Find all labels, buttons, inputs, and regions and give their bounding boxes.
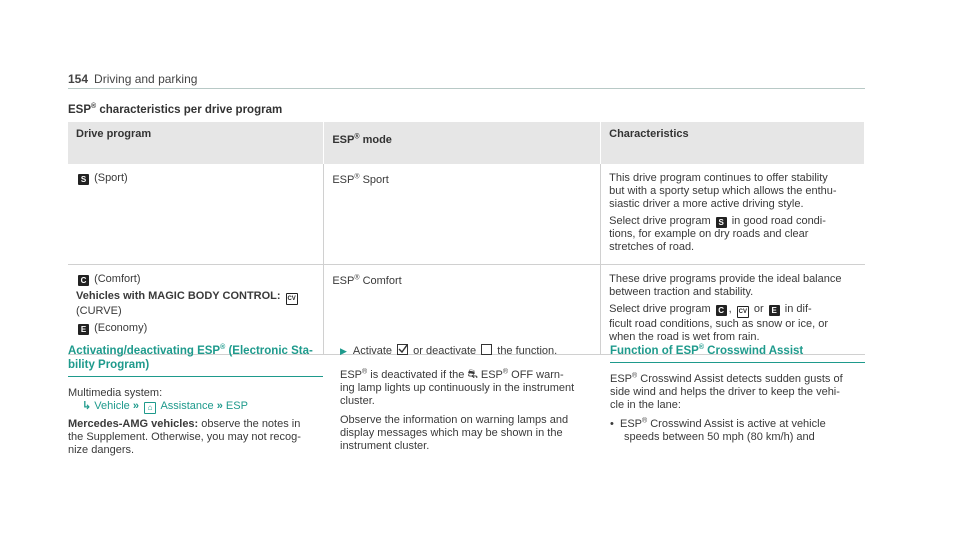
col-characteristics: Characteristics (601, 122, 865, 164)
menu-path (82, 400, 323, 414)
esp-off-warning-icon: ⛐ (467, 367, 478, 381)
menu-label: Multimedia system: (68, 387, 163, 399)
step-activate: ▶ Activate or deactivate the function. (340, 345, 558, 357)
heading-rule (610, 362, 865, 363)
left-column (68, 344, 323, 463)
esp-table (68, 122, 865, 355)
observe-note: Observe the information on warning lamps and display messages which may be shown in the instrument cluster. (340, 414, 569, 452)
right-column (610, 344, 865, 450)
section-heading: Activating/deactivating ESP® (Electronic Sta- bility Program) (68, 344, 313, 371)
col-drive-program: Drive program (68, 122, 324, 164)
middle-column (340, 344, 590, 459)
curve-glyph-icon: CV (286, 293, 298, 305)
section-name: Driving and parking (94, 72, 198, 86)
sport-glyph-icon: S (716, 217, 727, 228)
cell-program: S (Sport) (68, 164, 324, 265)
cell-program: C (Comfort) Vehicles with MAGIC BODY CONTROL: CV (CURVE) E (Economy) (68, 265, 324, 355)
checked-box-icon (397, 344, 408, 355)
table-row (68, 164, 865, 265)
path-arrow-icon: » (132, 400, 139, 412)
table-row (68, 265, 865, 355)
cell-characteristics: This drive program continues to offer stability but with a sporty setup which allows the enthu- siastic driver a more active driving style. Select drive program S in good road condi- tions, for example on dry roads and clear stretches of road. (601, 164, 865, 265)
comfort-glyph-icon: C (716, 305, 727, 316)
esp-off-note: ESP® is deactivated if the ⛐ ESP® OFF warn- ing lamp lights up continuously in the instrument cluster. (340, 367, 575, 407)
path-arrow-icon: » (216, 400, 223, 412)
path-esp[interactable]: ESP (225, 400, 248, 412)
cell-characteristics: These drive programs provide the ideal balance between traction and stability. Select drive program C , CV or E in dif- ficult road conditions, such as snow or ice, or when the road is wet from rain. (601, 265, 865, 355)
table-title: ESP® characteristics per drive program (68, 103, 283, 116)
comfort-glyph-icon: C (78, 275, 89, 286)
header-rule (68, 88, 865, 89)
path-start-icon: ↳ (82, 400, 92, 412)
list-item: • ESP® Crosswind Assist is active at vehicle speeds between 50 mph (80 km/h) and (610, 417, 826, 443)
step-triangle-icon: ▶ (340, 346, 347, 356)
heading-rule (68, 376, 323, 377)
crosswind-description: ESP® Crosswind Assist detects sudden gusts of side wind and helps the driver to keep the vehi- cle in the lane: (610, 372, 843, 411)
cell-mode: ESP® Comfort (324, 265, 601, 355)
table-header-row (68, 122, 865, 164)
empty-box-icon (481, 344, 492, 355)
curve-glyph-icon: CV (737, 306, 749, 318)
cell-mode: ESP® Sport (324, 164, 601, 265)
col-esp-mode: ESP® mode (324, 122, 601, 164)
section-heading: Function of ESP® Crosswind Assist (610, 344, 804, 357)
economy-glyph-icon: E (78, 324, 89, 335)
car-assist-icon: ⌂ (144, 402, 156, 414)
bullet-icon: • (610, 418, 614, 430)
path-vehicle[interactable]: Vehicle (94, 400, 130, 412)
page-number: 154 (68, 72, 89, 86)
economy-glyph-icon: E (769, 305, 780, 316)
amg-note: Mercedes-AMG vehicles: observe the notes in the Supplement. Otherwise, you may not recog- nize dangers. (68, 418, 301, 456)
sport-glyph-icon: S (78, 174, 89, 185)
path-assistance[interactable]: Assistance (160, 400, 214, 412)
page-header (68, 72, 197, 86)
